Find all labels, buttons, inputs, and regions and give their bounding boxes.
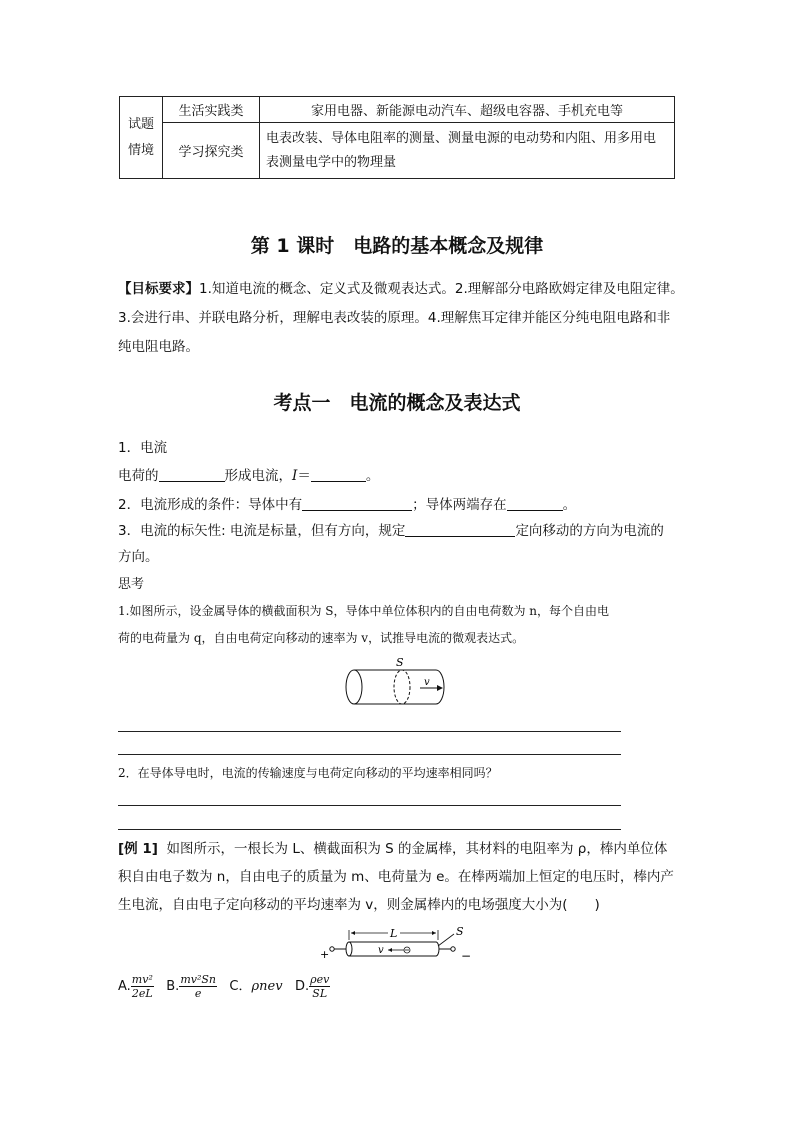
section-title: 考点一 电流的概念及表达式 <box>273 392 521 414</box>
length-label-l: L <box>390 927 398 940</box>
option-c[interactable] <box>229 979 286 994</box>
option-d[interactable] <box>294 973 330 1000</box>
option-c-label: C． <box>229 979 252 994</box>
fraction-numerator: mv² <box>131 973 153 986</box>
think-q1-line-2: 荷的电荷量为 q，自由电荷定向移动的速率为 v，试推导电流的微观表达式。 <box>118 631 525 645</box>
point-1-title: 1．电流 <box>118 440 168 456</box>
metal-rod-figure <box>318 922 478 962</box>
goals-line-2: 3.会进行串、并联电路分析，理解电表改装的原理。4.理解焦耳定律并能区分纯电阻电路和非 <box>118 310 671 326</box>
think-q2: 2．在导体导电时，电流的传输速度与电荷定向移动的平均速率相同吗？ <box>118 766 498 780</box>
text-segment: 定向移动的方向为电流的 <box>515 523 664 539</box>
area-label-s: S <box>396 656 404 669</box>
minus-terminal-label: − <box>461 949 472 962</box>
text-segment: 形成电流， <box>224 468 292 484</box>
option-d-fraction <box>309 973 330 1000</box>
answer-line[interactable] <box>118 731 621 732</box>
conductor-cylinder-figure <box>340 655 455 710</box>
current-symbol: I <box>292 468 298 484</box>
answer-line[interactable] <box>118 805 621 806</box>
plus-terminal-label: + <box>320 948 330 961</box>
option-b[interactable] <box>166 973 221 1000</box>
point-3 <box>118 520 664 542</box>
option-a[interactable] <box>118 973 158 1000</box>
goals-line-1 <box>118 278 684 300</box>
fill-in-blank[interactable] <box>159 467 225 482</box>
context-table <box>119 96 675 179</box>
example-line-1 <box>118 838 667 860</box>
answer-options <box>118 973 330 1001</box>
text-segment: 如图所示，一根长为 L、横截面积为 S 的金属棒，其材料的电阻率为 ρ，棒内单位体 <box>166 841 668 857</box>
fill-in-blank[interactable] <box>507 496 563 511</box>
example-line-2: 积自由电子数为 n，自由电子的质量为 m、电荷量为 e。在棒两端加上恒定的电压时，棒内产 <box>118 869 674 885</box>
text-segment: 电荷的 <box>118 468 159 484</box>
answer-line[interactable] <box>118 754 621 755</box>
option-a-label: A. <box>118 979 131 994</box>
text-segment: 2．电流形成的条件：导体中有 <box>118 497 303 513</box>
context-header: 试题情境 <box>127 116 154 158</box>
think-label: 思考 <box>118 577 145 592</box>
fraction-numerator: mv²Sn <box>180 973 217 986</box>
text-segment: 。 <box>562 497 577 513</box>
context-header-cell <box>120 97 163 179</box>
point-3-cont: 方向。 <box>118 549 159 565</box>
fraction-numerator: ρev <box>310 973 330 986</box>
equals-sign: ＝ <box>297 468 311 484</box>
velocity-label-v: v <box>378 945 384 956</box>
goals-line-3: 纯电阻电路。 <box>118 339 199 355</box>
context-content: 电表改装、导体电阻率的测量、测量电源的电动势和内阻、用多用电表测量电学中的物理量 <box>260 123 675 179</box>
area-label-s: S <box>456 925 464 938</box>
option-d-label: D. <box>294 979 310 994</box>
think-q1-line-1: 1.如图所示，设金属导体的横截面积为 S，导体中单位体积内的自由电荷数为 n，每个自由电 <box>118 604 610 618</box>
fraction-denominator: 2eL <box>131 987 153 1000</box>
goals-text: 1.知道电流的概念、定义式及微观表达式。2.理解部分电路欧姆定律及电阻定律。 <box>199 281 684 297</box>
point-2 <box>118 494 576 516</box>
example-line-3: 生电流，自由电子定向移动的平均速率为 v，则金属棒内的电场强度大小为( ) <box>118 897 600 913</box>
fraction-denominator: SL <box>312 987 328 1000</box>
text-segment: 3．电流的标矢性: 电流是标量，但有方向，规定 <box>118 523 406 539</box>
option-b-fraction <box>179 973 217 1000</box>
fill-in-blank[interactable] <box>311 467 366 482</box>
goals-label: 【目标要求】 <box>118 281 199 297</box>
option-a-fraction <box>131 973 154 1000</box>
example-label: [例 1] <box>118 841 158 857</box>
point-1-text <box>118 465 379 487</box>
fraction-denominator: e <box>194 987 202 1000</box>
context-category: 生活实践类 <box>163 97 260 123</box>
option-b-label: B. <box>166 979 180 994</box>
velocity-label-v: v <box>424 677 430 688</box>
option-c-text: ρnev <box>251 979 283 994</box>
context-content: 家用电器、新能源电动汽车、超级电容器、手机充电等 <box>260 97 675 123</box>
text-segment: 。 <box>365 468 380 484</box>
lesson-title: 第 1 课时 电路的基本概念及规律 <box>250 235 544 257</box>
text-segment: ；导体两端存在 <box>412 497 507 513</box>
fill-in-blank[interactable] <box>302 496 412 511</box>
answer-line[interactable] <box>118 829 621 830</box>
context-category: 学习探究类 <box>163 123 260 179</box>
fill-in-blank[interactable] <box>405 522 515 537</box>
